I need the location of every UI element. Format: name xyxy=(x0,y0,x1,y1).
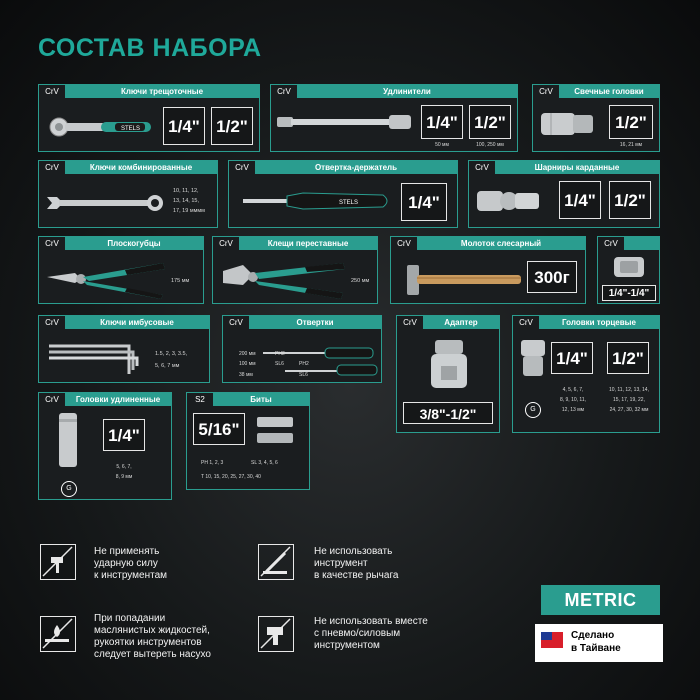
warning-text: При попадании маслянистых жидкостей, рукоятки инструментов следует вытереть насухо xyxy=(94,613,211,660)
hammer-icon xyxy=(401,257,523,301)
card-spark-sockets xyxy=(532,84,660,152)
size-badge: 1/4" xyxy=(421,105,463,139)
length-note: 200 мм xyxy=(239,351,256,357)
screwdriver-holder-icon xyxy=(243,187,393,215)
material-label: CrV xyxy=(229,161,256,174)
card-pliers xyxy=(38,236,204,304)
bit-note: SL 3, 4, 5, 6 xyxy=(251,460,278,466)
material-label: CrV xyxy=(223,316,250,329)
card-universal-joints xyxy=(468,160,660,228)
warning-text: Не использовать вместе с пневмо/силовым инструментом xyxy=(314,616,428,651)
card-title: Адаптер xyxy=(444,318,478,327)
material-label: S2 xyxy=(187,393,214,406)
card-hammer xyxy=(390,236,586,304)
card-ratchet xyxy=(38,84,260,152)
card-water-pump-pliers xyxy=(212,236,378,304)
size-note: 17, 19 мммм xyxy=(173,208,205,214)
size-badge: 1/2" xyxy=(211,107,253,145)
material-label: CrV xyxy=(39,393,66,406)
card-adapter xyxy=(396,315,500,433)
size-badge: 300г xyxy=(527,261,577,293)
card-small-adapter xyxy=(597,236,660,304)
size-note: 100, 250 мм xyxy=(476,142,504,148)
oil-drop-icon xyxy=(40,616,76,652)
bit-icon xyxy=(253,411,303,451)
ratchet-icon xyxy=(45,105,155,149)
card-screwdriver-holder xyxy=(228,160,458,228)
material-label: CrV xyxy=(39,316,66,329)
card-title: Удлинители xyxy=(383,87,431,96)
card-title: Шарниры карданные xyxy=(534,163,620,172)
card-bits xyxy=(186,392,310,490)
universal-joint-icon xyxy=(475,183,551,221)
hammer-strike-icon xyxy=(40,544,76,580)
bit-note: T 10, 15, 20, 25, 27, 30, 40 xyxy=(201,474,261,480)
adapter-icon xyxy=(612,253,648,281)
card-title: Головки торцевые xyxy=(562,318,636,327)
screwdriver-icon xyxy=(263,334,379,382)
size-badge: 1/4" xyxy=(559,181,601,219)
card-title: Плоскогубцы xyxy=(107,239,161,248)
g-badge-icon: G xyxy=(525,402,541,418)
size-note: 15, 17, 19, 22, xyxy=(613,397,645,403)
card-title: Головки удлиненные xyxy=(75,395,161,404)
size-note: 1.5, 2, 3, 3.5, xyxy=(155,351,188,357)
power-tool-icon xyxy=(258,616,294,652)
material-label: CrV xyxy=(513,316,540,329)
card-title: Отвертки xyxy=(296,318,334,327)
size-badge: 1/4"-1/4" xyxy=(602,285,656,301)
size-note: 5, 6, 7 мм xyxy=(155,363,180,369)
material-label: CrV xyxy=(533,85,560,98)
size-badge: 5/16" xyxy=(193,413,245,445)
card-deep-sockets xyxy=(38,392,172,500)
size-note: 175 мм xyxy=(171,278,190,284)
metric-badge: METRIC xyxy=(541,585,660,615)
size-badge: 1/2" xyxy=(609,105,653,139)
size-note: 5, 6, 7, xyxy=(116,464,132,470)
warning-text: Не использовать инструмент в качестве рычага xyxy=(314,546,399,581)
material-label: CrV xyxy=(271,85,298,98)
card-screwdrivers xyxy=(222,315,382,383)
brand-label: STELS xyxy=(339,200,359,206)
card-title: Биты xyxy=(250,395,272,404)
g-badge-icon: G xyxy=(61,481,77,497)
warning-text: Не применять ударную силу к инструментам xyxy=(94,546,168,581)
material-label: CrV xyxy=(397,316,424,329)
size-note: 13, 14, 15, xyxy=(173,198,199,204)
tip-note: PH2 xyxy=(275,351,285,357)
material-label: CrV xyxy=(39,237,66,250)
size-note: 50 мм xyxy=(435,142,449,148)
card-title: Ключи комбинированные xyxy=(89,163,193,172)
material-label: CrV xyxy=(39,85,66,98)
made-in-badge xyxy=(535,624,663,662)
socket-icon xyxy=(519,338,549,382)
size-badge: 1/2" xyxy=(469,105,511,139)
spark-socket-icon xyxy=(539,107,599,143)
extension-bar-icon xyxy=(277,111,417,133)
size-badge: 3/8"-1/2" xyxy=(403,402,493,424)
material-label: CrV xyxy=(469,161,496,174)
card-title: Клещи переставные xyxy=(267,239,349,248)
card-hex-keys xyxy=(38,315,210,383)
card-combination-wrenches xyxy=(38,160,218,228)
taiwan-flag-icon xyxy=(541,632,563,648)
size-badge: 1/4" xyxy=(401,183,447,221)
card-title: Ключи трещоточные xyxy=(120,87,204,96)
tip-note: SL6 xyxy=(275,361,284,367)
adapter-icon xyxy=(427,338,473,394)
material-label: CrV xyxy=(39,161,66,174)
made-in-line: в Тайване xyxy=(571,643,621,654)
size-note: 10, 11, 12, 13, 14, xyxy=(609,387,649,393)
brand-label: STELS xyxy=(121,126,141,132)
card-title: Молоток слесарный xyxy=(460,239,542,248)
card-extensions xyxy=(270,84,518,152)
size-note: 12, 13 мм xyxy=(561,407,585,413)
card-title: Свечные головки xyxy=(574,87,644,96)
material-label: CrV xyxy=(598,237,625,250)
size-note: 16, 21 мм xyxy=(619,142,643,148)
page-title: СОСТАВ НАБОРА xyxy=(38,34,262,62)
deep-socket-icon xyxy=(57,411,81,473)
size-badge: 1/2" xyxy=(607,342,649,374)
tip-note: PH2 xyxy=(299,361,309,367)
size-badge: 1/4" xyxy=(163,107,205,145)
made-in-line: Сделано xyxy=(571,630,615,641)
card-sockets xyxy=(512,315,660,433)
card-title: Отвертка-держатель xyxy=(314,163,398,172)
bit-note: PH 1, 2, 3 xyxy=(201,460,224,466)
size-badge: 1/4" xyxy=(103,419,145,451)
card-title: Ключи имбусовые xyxy=(100,318,174,327)
lever-icon xyxy=(258,544,294,580)
size-note: 4, 5, 6, 7, xyxy=(562,387,584,393)
size-badge: 1/2" xyxy=(609,181,651,219)
size-note: 10, 11, 12, xyxy=(173,188,199,194)
combination-wrench-icon xyxy=(43,189,169,217)
size-note: 250 мм xyxy=(351,278,370,284)
tip-note: SL6 xyxy=(299,372,308,378)
size-badge: 1/4" xyxy=(551,342,593,374)
material-label: CrV xyxy=(391,237,418,250)
length-note: 100 мм xyxy=(239,361,256,367)
length-note: 38 мм xyxy=(239,372,253,378)
size-note: 24, 27, 30, 32 мм xyxy=(609,407,649,413)
water-pump-pliers-icon xyxy=(219,257,349,301)
size-note: 8, 9 мм xyxy=(115,474,133,480)
size-note: 8, 9, 10, 11, xyxy=(559,397,587,403)
pliers-icon xyxy=(45,259,169,301)
material-label: CrV xyxy=(213,237,240,250)
hex-key-icon xyxy=(45,336,149,380)
